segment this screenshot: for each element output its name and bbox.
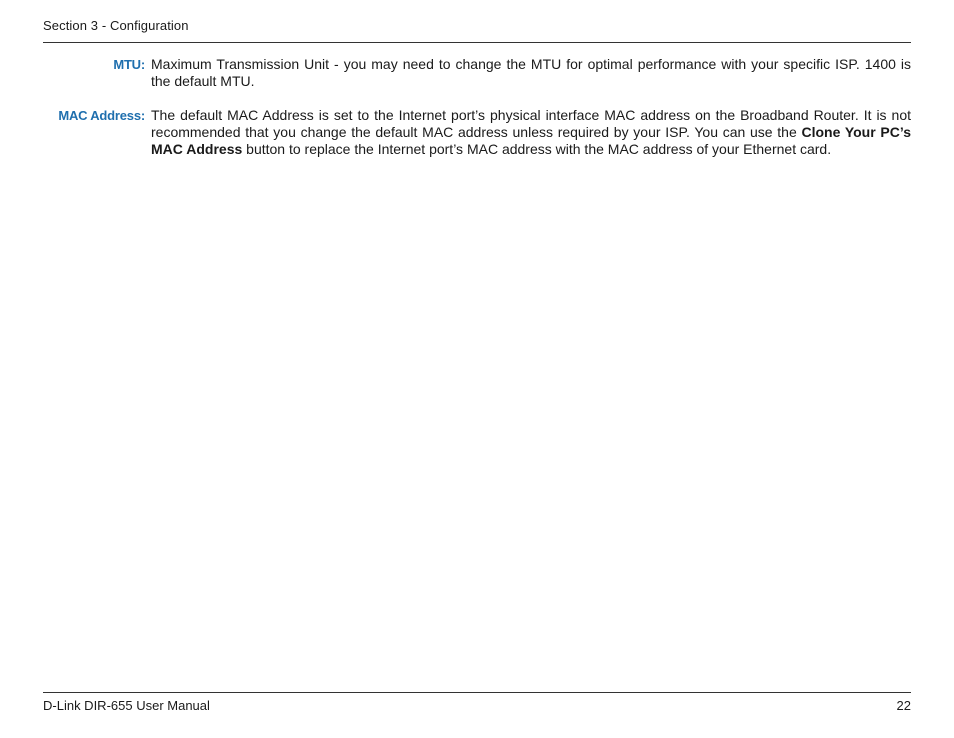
- definition-mtu: [43, 56, 911, 90]
- section-header: Section 3 - Configuration: [43, 18, 189, 33]
- definition-term: MAC Address:: [58, 108, 145, 123]
- clone-mac-button-reference: Clone Your PC’s MAC Address: [151, 124, 911, 157]
- description-text: The default MAC Address is set to the Internet port’s physical interface MAC address on the Broadband Router. It is not recommended that you change the default MAC address unless required by your ISP. You can use the: [151, 107, 911, 140]
- footer-divider: [43, 692, 911, 693]
- definition-description: Maximum Transmission Unit - you may need to change the MTU for optimal performance with your specific ISP. 1400 is the default MTU.: [151, 56, 911, 89]
- page-number: 22: [896, 698, 911, 713]
- definition-mac-address: [43, 107, 911, 158]
- header-divider: [43, 42, 911, 43]
- manual-title: D-Link DIR-655 User Manual: [43, 698, 210, 713]
- definition-term: MTU:: [113, 57, 145, 72]
- description-text: button to replace the Internet port’s MAC address with the MAC address of your Ethernet card.: [242, 141, 832, 157]
- definition-description: [151, 107, 911, 158]
